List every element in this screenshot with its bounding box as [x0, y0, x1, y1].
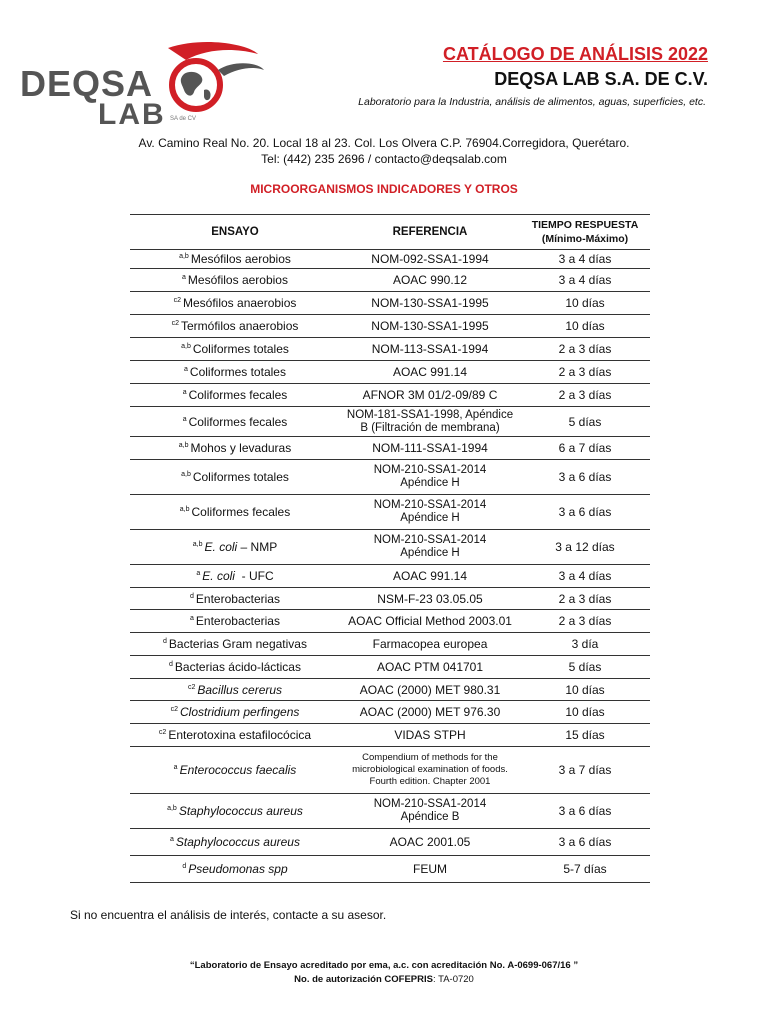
- ensayo-superscript: d: [182, 863, 187, 870]
- ensayo-superscript: c2: [170, 706, 178, 713]
- ensayo-name: Coliformes totales: [192, 342, 289, 356]
- cofepris-value: : TA-0720: [432, 974, 474, 985]
- cell-tiempo: 3 a 6 días: [520, 495, 650, 530]
- table-row: [130, 338, 650, 361]
- ensayo-superscript: a: [182, 274, 186, 281]
- cell-tiempo: 3 a 6 días: [520, 829, 650, 856]
- cell-tiempo: 3 a 12 días: [520, 530, 650, 565]
- ensayo-superscript: a,b: [181, 343, 191, 350]
- cell-ensayo: [130, 338, 340, 361]
- ensayo-name: Mesófilos anaerobios: [183, 296, 297, 310]
- referencia-text: NSM-F-23 03.05.05: [377, 591, 483, 606]
- ensayo-superscript: d: [190, 592, 194, 600]
- cell-referencia: [340, 361, 520, 384]
- cell-tiempo: 5 días: [520, 407, 650, 437]
- referencia-text: NOM-210-SSA1-2014: [373, 499, 487, 511]
- cell-tiempo: 3 día: [520, 633, 650, 656]
- ensayo-name: Bacterias ácido-lácticas: [174, 660, 301, 674]
- cell-ensayo: [130, 747, 340, 794]
- cell-tiempo: 5-7 días: [520, 856, 650, 883]
- referencia-text: NOM-181-SSA1-1998, Apéndice: [346, 408, 514, 421]
- referencia-line: Compendium of methods for the: [362, 752, 498, 763]
- cell-ensayo: [130, 565, 340, 588]
- cell-referencia: [340, 495, 520, 530]
- cell-referencia: [340, 747, 520, 794]
- ensayo-superscript: a: [170, 836, 174, 843]
- table-row: [130, 292, 650, 315]
- table-row: [130, 269, 650, 292]
- table-row: [130, 701, 650, 724]
- cell-ensayo: [130, 269, 340, 292]
- table-row: [130, 565, 650, 588]
- referencia-text: NOM-092-SSA1-1994: [371, 252, 489, 266]
- referencia-line: microbiological examination of foods.: [352, 764, 508, 775]
- cell-tiempo: 10 días: [520, 315, 650, 338]
- cell-referencia: [340, 384, 520, 407]
- referencia-text: AOAC (2000) MET 980.31: [359, 682, 501, 697]
- cell-referencia: [340, 437, 520, 460]
- cell-tiempo: 2 a 3 días: [520, 610, 650, 633]
- cell-ensayo: [130, 384, 340, 407]
- section-title: MICROORGANISMOS INDICADORES Y OTROS: [250, 182, 518, 196]
- ensayo-name: Enterotoxina estafilocócica: [168, 728, 312, 742]
- referencia-text-line2: Apéndice H: [400, 477, 460, 489]
- cell-referencia: [340, 530, 520, 565]
- logo-line1: DEQSA: [20, 63, 154, 104]
- header-tiempo-line2: (Mínimo-Máximo): [541, 233, 629, 245]
- cell-referencia: [340, 856, 520, 883]
- ensayo-superscript: a,b: [179, 253, 189, 260]
- ensayo-superscript: a,b: [167, 805, 177, 812]
- table-row: [130, 656, 650, 679]
- ensayo-superscript: d: [163, 638, 167, 645]
- ensayo-name-italic: E. coli: [204, 540, 238, 554]
- table-row: [130, 250, 650, 269]
- table-body: [130, 250, 650, 883]
- deqsa-lab-logo: [18, 40, 268, 130]
- cell-ensayo: [130, 530, 340, 565]
- table-row: [130, 856, 650, 883]
- referencia-text: NOM-130-SSA1-1995: [371, 296, 489, 310]
- cell-referencia: [340, 588, 520, 610]
- cell-referencia: [340, 407, 520, 437]
- cell-referencia: [340, 794, 520, 829]
- table-row: [130, 747, 650, 794]
- cell-tiempo: 10 días: [520, 292, 650, 315]
- referencia-text: AOAC 2001.05: [389, 835, 471, 849]
- header-ensayo: ENSAYO: [130, 215, 340, 250]
- ensayo-name-italic: Staphylococcus aureus: [178, 804, 303, 818]
- cell-ensayo: [130, 610, 340, 633]
- ensayo-superscript: c2: [187, 683, 196, 691]
- ensayo-superscript: a,b: [178, 442, 189, 449]
- ensayo-superscript: c2: [173, 297, 181, 304]
- cell-referencia: [340, 269, 520, 292]
- cell-tiempo: 15 días: [520, 724, 650, 747]
- referencia-text: AFNOR 3M 01/2-09/89 C: [362, 388, 498, 402]
- cell-tiempo: 3 a 4 días: [520, 269, 650, 292]
- contact-line: Tel: (442) 235 2696 / contacto@deqsalab.com: [261, 152, 507, 166]
- cell-ensayo: [130, 250, 340, 269]
- company-name: DEQSA LAB S.A. DE C.V.: [494, 69, 708, 89]
- cell-referencia: [340, 701, 520, 724]
- ensayo-name: Coliformes fecales: [191, 505, 291, 519]
- table-row: [130, 679, 650, 701]
- cell-tiempo: 5 días: [520, 656, 650, 679]
- cell-ensayo: [130, 656, 340, 679]
- table-row: [130, 460, 650, 495]
- cell-referencia: [340, 724, 520, 747]
- ensayo-superscript: a: [173, 764, 178, 771]
- table-row: [130, 361, 650, 384]
- ensayo-name: Coliformes fecales: [188, 414, 288, 429]
- cell-ensayo: [130, 829, 340, 856]
- table-row: [130, 384, 650, 407]
- referencia-text-line2: Apéndice H: [400, 512, 460, 524]
- referencia-text: AOAC 990.12: [392, 273, 468, 287]
- referencia-text: NOM-210-SSA1-2014: [373, 798, 487, 810]
- logo-suffix: SA de CV: [170, 116, 197, 122]
- ensayo-name-italic: Bacillus cererus: [197, 682, 283, 697]
- ensayo-name: Coliformes totales: [192, 470, 289, 484]
- ensayo-superscript: a: [182, 389, 187, 396]
- cell-ensayo: [130, 679, 340, 701]
- cell-tiempo: 3 a 4 días: [520, 250, 650, 269]
- cell-referencia: [340, 656, 520, 679]
- table-row: [130, 633, 650, 656]
- cell-referencia: [340, 250, 520, 269]
- cell-tiempo: 3 a 6 días: [520, 460, 650, 495]
- cell-referencia: [340, 610, 520, 633]
- cell-ensayo: [130, 361, 340, 384]
- ensayo-name-italic: Pseudomonas spp: [188, 862, 288, 876]
- table-row: [130, 530, 650, 565]
- cell-tiempo: 2 a 3 días: [520, 338, 650, 361]
- cell-ensayo: [130, 437, 340, 460]
- table-row: [130, 829, 650, 856]
- ensayo-name: Bacterias Gram negativas: [168, 637, 307, 651]
- ensayo-superscript: a: [196, 570, 201, 577]
- cell-ensayo: [130, 794, 340, 829]
- cell-ensayo: [130, 701, 340, 724]
- ensayo-name-suffix: - UFC: [234, 569, 274, 583]
- referencia-text: Farmacopea europea: [372, 637, 488, 651]
- analysis-table: [130, 214, 650, 883]
- ensayo-name: Mesófilos aerobios: [187, 273, 288, 287]
- ensayo-name: Termófilos anaerobios: [181, 319, 299, 333]
- ensayo-name-italic: Enterococcus faecalis: [179, 763, 297, 777]
- referencia-text-line2: Apéndice B: [400, 811, 460, 823]
- referencia-text: NOM-130-SSA1-1995: [371, 319, 489, 333]
- referencia-text: VIDAS STPH: [394, 728, 466, 742]
- referencia-text: NOM-210-SSA1-2014: [373, 534, 487, 546]
- ensayo-superscript: a,b: [179, 506, 190, 513]
- cell-referencia: [340, 829, 520, 856]
- cell-tiempo: 3 a 7 días: [520, 747, 650, 794]
- header-tiempo: [520, 215, 650, 250]
- table-header-row: [130, 215, 650, 250]
- ensayo-name-italic: E. coli: [202, 569, 235, 583]
- cofepris-footer: [0, 974, 768, 985]
- referencia-text-line2: B (Filtración de membrana): [360, 421, 500, 434]
- ensayo-name-suffix: – NMP: [237, 540, 278, 554]
- ensayo-name: Mesófilos aerobios: [190, 252, 291, 266]
- referencia-text: AOAC 991.14: [392, 569, 468, 583]
- table-row: [130, 315, 650, 338]
- referencia-line: Fourth edition. Chapter 2001: [369, 776, 491, 787]
- logo-line2: LAB: [98, 98, 166, 130]
- cell-referencia: [340, 338, 520, 361]
- table-row: [130, 407, 650, 437]
- ensayo-superscript: a,b: [192, 541, 203, 548]
- cell-referencia: [340, 292, 520, 315]
- table-row: [130, 588, 650, 610]
- cell-referencia: [340, 565, 520, 588]
- cell-ensayo: [130, 407, 340, 437]
- cell-tiempo: 3 a 6 días: [520, 794, 650, 829]
- ensayo-superscript: a: [182, 415, 187, 423]
- cell-ensayo: [130, 460, 340, 495]
- referencia-text: AOAC Official Method 2003.01: [348, 614, 512, 628]
- ensayo-superscript: d: [169, 661, 173, 668]
- ensayo-name: Coliformes fecales: [188, 388, 288, 402]
- ensayo-superscript: a: [184, 366, 188, 373]
- cell-tiempo: 10 días: [520, 701, 650, 724]
- accreditation-footer: “Laboratorio de Ensayo acreditado por ema, a.c. con acreditación No. A-0699-067/16 ”: [189, 960, 579, 971]
- header-tiempo-line1: TIEMPO RESPUESTA: [531, 219, 639, 231]
- ensayo-name-italic: Staphylococcus aureus: [175, 835, 300, 849]
- cell-ensayo: [130, 315, 340, 338]
- ensayo-name: Enterobacterias: [195, 591, 280, 606]
- globe-swoosh-icon: [172, 61, 220, 109]
- company-tagline: Laboratorio para la Industria, análisis de alimentos, aguas, superficies, etc.: [358, 96, 706, 108]
- table-row: [130, 495, 650, 530]
- cell-ensayo: [130, 495, 340, 530]
- cell-tiempo: 2 a 3 días: [520, 384, 650, 407]
- ensayo-superscript: a,b: [181, 471, 191, 478]
- referencia-text: NOM-111-SSA1-1994: [372, 441, 488, 455]
- table-row: [130, 610, 650, 633]
- cell-referencia: [340, 460, 520, 495]
- referencia-text: AOAC PTM 041701: [376, 660, 484, 674]
- referencia-text: FEUM: [413, 862, 447, 876]
- ensayo-name: Coliformes totales: [189, 365, 286, 379]
- cell-ensayo: [130, 633, 340, 656]
- cell-tiempo: 2 a 3 días: [520, 588, 650, 610]
- header-referencia: REFERENCIA: [340, 215, 520, 250]
- cell-tiempo: 2 a 3 días: [520, 361, 650, 384]
- cell-ensayo: [130, 856, 340, 883]
- cell-tiempo: 6 a 7 días: [520, 437, 650, 460]
- cell-ensayo: [130, 292, 340, 315]
- ensayo-superscript: c2: [171, 320, 179, 327]
- table-row: [130, 724, 650, 747]
- contact-advisor-note: Si no encuentra el análisis de interés, contacte a su asesor.: [70, 908, 387, 922]
- cell-ensayo: [130, 724, 340, 747]
- ensayo-name-italic: Clostridium perfingens: [180, 705, 300, 719]
- referencia-text: AOAC 991.14: [392, 365, 468, 379]
- cell-referencia: [340, 315, 520, 338]
- cell-tiempo: 10 días: [520, 679, 650, 701]
- ensayo-superscript: c2: [158, 729, 167, 736]
- table-row: [130, 794, 650, 829]
- referencia-text: AOAC (2000) MET 976.30: [359, 705, 501, 719]
- address-line: Av. Camino Real No. 20. Local 18 al 23. Col. Los Olvera C.P. 76904.Corregidora, Querétaro.: [138, 136, 630, 150]
- cell-referencia: [340, 633, 520, 656]
- referencia-text: NOM-113-SSA1-1994: [371, 342, 489, 356]
- ensayo-name: Mohos y levaduras: [190, 441, 292, 455]
- logo-swoosh-icon: [168, 42, 258, 60]
- ensayo-name: Enterobacterias: [195, 614, 280, 628]
- referencia-text-line2: Apéndice H: [400, 547, 460, 559]
- cell-referencia: [340, 679, 520, 701]
- referencia-text: NOM-210-SSA1-2014: [373, 464, 487, 476]
- cofepris-label: No. de autorización COFEPRIS: [294, 974, 433, 985]
- table-row: [130, 437, 650, 460]
- cell-tiempo: 3 a 4 días: [520, 565, 650, 588]
- catalog-title: CATÁLOGO DE ANÁLISIS 2022: [442, 44, 708, 64]
- ensayo-superscript: a: [190, 615, 194, 622]
- cell-ensayo: [130, 588, 340, 610]
